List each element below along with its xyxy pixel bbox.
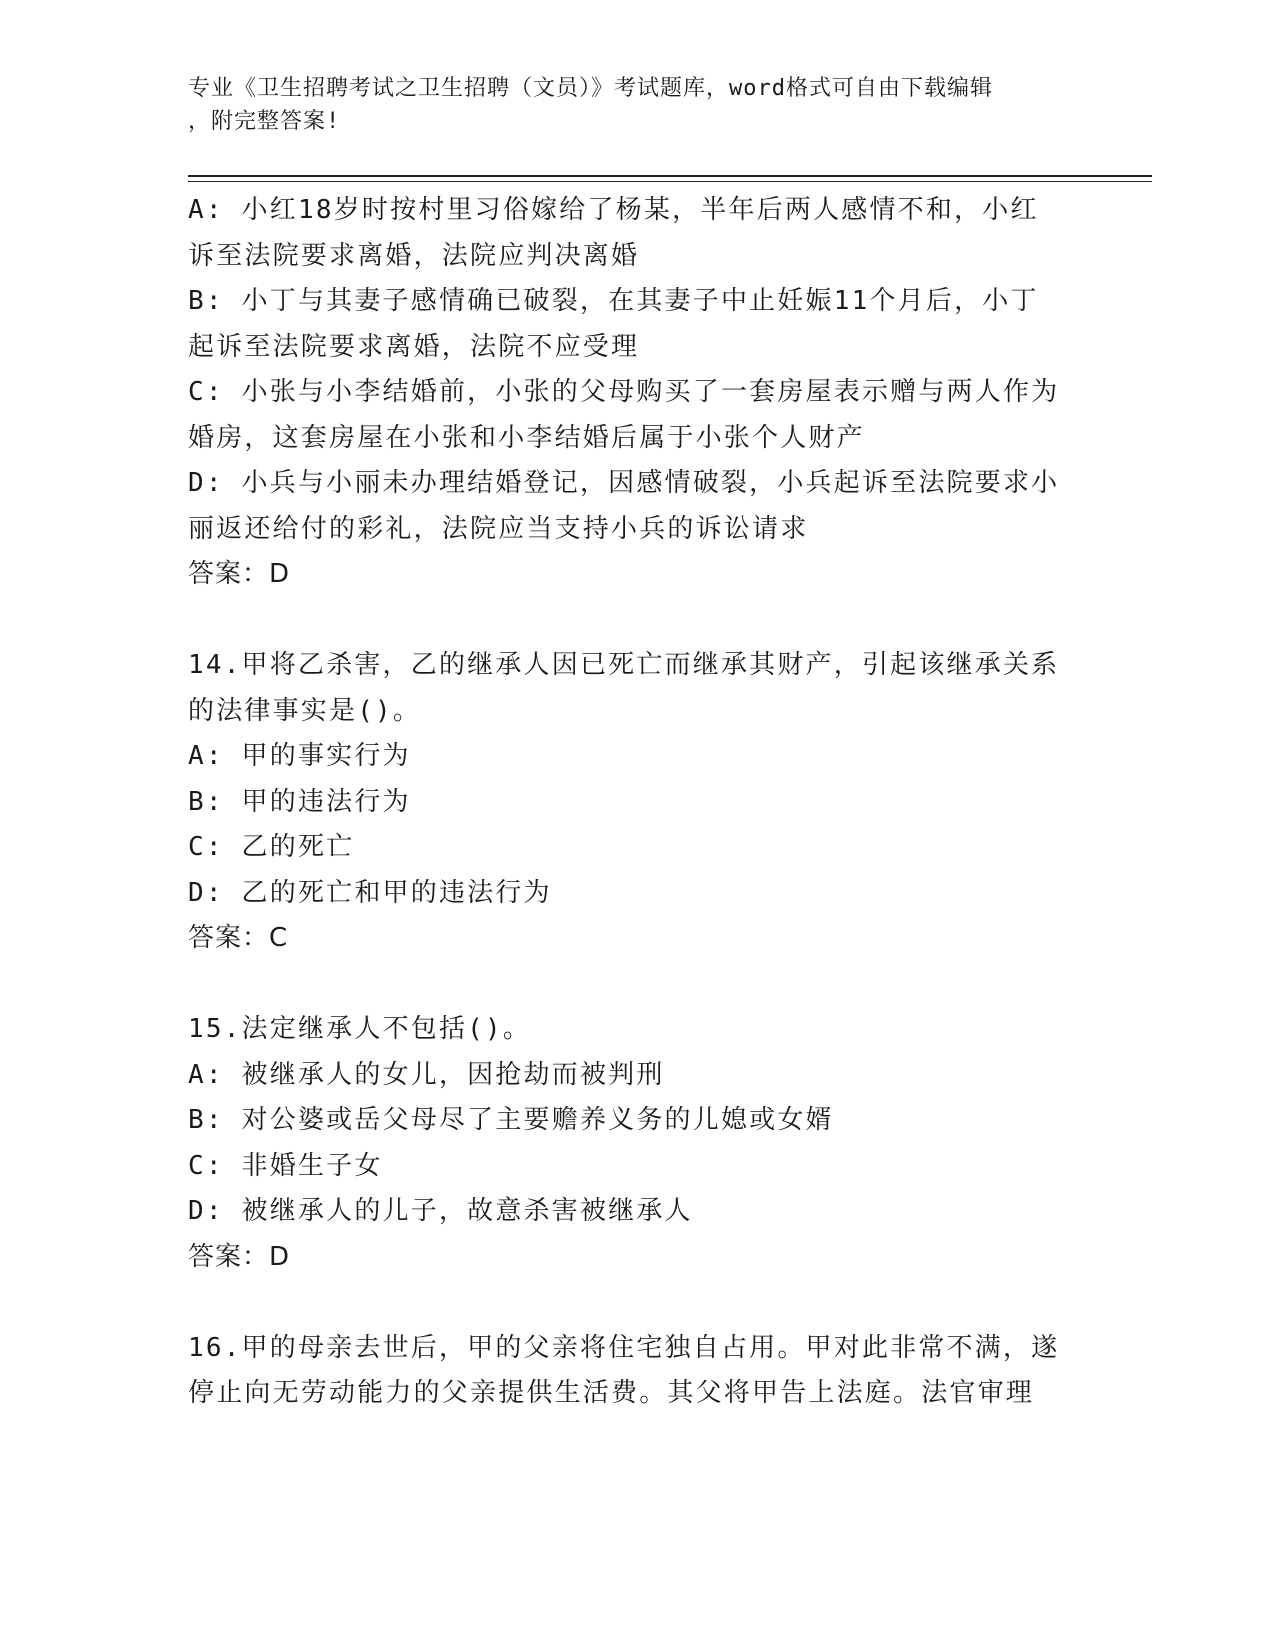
option-d-line-1: D: 小兵与小丽未办理结婚登记，因感情破裂，小兵起诉至法院要求小	[188, 468, 1060, 498]
option-c: C: 非婚生子女	[188, 1150, 383, 1181]
answer-15: 答案：D	[188, 1241, 291, 1272]
spacer	[188, 1280, 1088, 1326]
option-a-line-2: 诉至法院要求离婚，法院应判决离婚	[188, 240, 640, 271]
question-14-line-1: 14.甲将乙杀害，乙的继承人因已死亡而继承其财产，引起该继承关系	[188, 650, 1060, 680]
question-16	[188, 1326, 1088, 1417]
question-14-line-2: 的法律事实是()。	[188, 695, 422, 726]
option-d: D: 被继承人的儿子，故意杀害被继承人	[188, 1196, 693, 1226]
spacer	[188, 598, 1088, 644]
question-15-line-1: 15.法定继承人不包括()。	[188, 1014, 532, 1044]
header-line-2: ，附完整答案!	[188, 109, 341, 134]
question-15	[188, 1007, 1088, 1280]
answer-14: 答案：C	[188, 923, 289, 953]
spacer	[188, 962, 1088, 1008]
option-c: C: 乙的死亡	[188, 832, 355, 862]
option-b: B: 甲的违法行为	[188, 786, 411, 817]
option-d: D: 乙的死亡和甲的违法行为	[188, 877, 552, 908]
option-c-line-1: C: 小张与小李结婚前，小张的父母购买了一套房屋表示赠与两人作为	[188, 377, 1060, 407]
option-a-line-1: A: 小红18岁时按村里习俗嫁给了杨某，半年后两人感情不和，小红	[188, 195, 1039, 225]
option-b-line-2: 起诉至法院要求离婚，法院不应受理	[188, 331, 640, 362]
document-header	[188, 72, 1068, 138]
option-d-line-2: 丽返还给付的彩礼，法院应当支持小兵的诉讼请求	[188, 513, 809, 544]
option-b: B: 对公婆或岳父母尽了主要赡养义务的儿媳或女婿	[188, 1105, 834, 1135]
option-c-line-2: 婚房，这套房屋在小张和小李结婚后属于小张个人财产	[188, 422, 865, 453]
question-16-line-2: 停止向无劳动能力的父亲提供生活费。其父将甲告上法庭。法官审理	[188, 1378, 1035, 1408]
question-16-line-1: 16.甲的母亲去世后，甲的父亲将住宅独自占用。甲对此非常不满，遂	[188, 1332, 1060, 1363]
header-line-1: 专业《卫生招聘考试之卫生招聘（文员）》考试题库，word格式可自由下载编辑	[188, 76, 993, 101]
document-body	[188, 188, 1088, 1417]
answer-13: 答案：D	[188, 559, 291, 589]
option-a: A: 被继承人的女儿，因抢劫而被判刑	[188, 1059, 665, 1090]
question-14	[188, 643, 1088, 962]
option-b-line-1: B: 小丁与其妻子感情确已破裂，在其妻子中止妊娠11个月后，小丁	[188, 286, 1039, 316]
option-a: A: 甲的事实行为	[188, 741, 411, 771]
header-divider-thin	[188, 181, 1152, 182]
question-13-options	[188, 188, 1088, 598]
header-divider-thick	[188, 175, 1152, 177]
